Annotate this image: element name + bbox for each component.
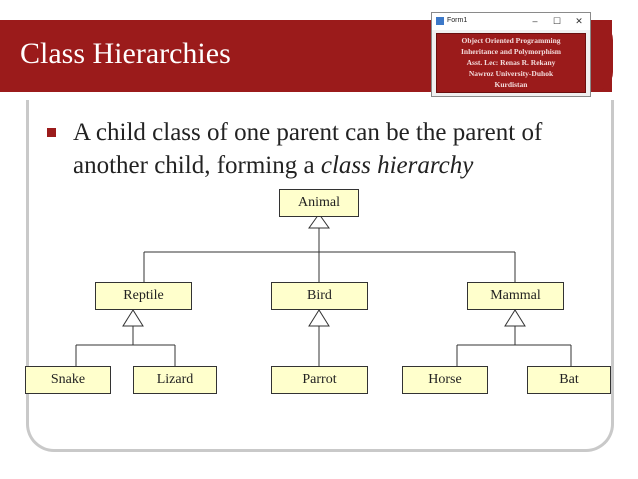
class-box-snake: Snake — [25, 366, 111, 394]
class-box-animal: Animal — [279, 189, 359, 217]
class-box-mammal: Mammal — [467, 282, 564, 310]
class-box-lizard: Lizard — [133, 366, 217, 394]
bullet-text-emphasis: class hierarchy — [320, 152, 474, 179]
class-box-bird: Bird — [271, 282, 368, 310]
inheritance-arrow-mammal — [505, 310, 525, 326]
class-box-bat: Bat — [527, 366, 611, 394]
class-box-horse: Horse — [402, 366, 488, 394]
info-line-university: Nawroz University-Duhok — [468, 69, 554, 78]
info-line-lecturer: Asst. Lec: Renas R. Rekany — [466, 58, 556, 67]
class-box-reptile: Reptile — [95, 282, 192, 310]
inheritance-arrow-reptile — [123, 310, 143, 326]
info-line-course: Object Oriented Programming — [461, 36, 561, 45]
bullet-text-plain: A child class of one parent can be the parent of another child, forming a — [73, 119, 543, 179]
class-box-parrot: Parrot — [271, 366, 368, 394]
slide-title: Class Hierarchies — [20, 37, 231, 70]
close-button[interactable]: ✕ — [575, 16, 583, 26]
info-line-region: Kurdistan — [494, 80, 528, 89]
window-title: Form1 — [447, 17, 468, 24]
inheritance-arrow-bird — [309, 310, 329, 326]
info-line-topic: Inheritance and Polymorphism — [460, 47, 561, 56]
minimize-button[interactable]: – — [532, 16, 538, 26]
maximize-button[interactable]: ☐ — [552, 16, 562, 26]
